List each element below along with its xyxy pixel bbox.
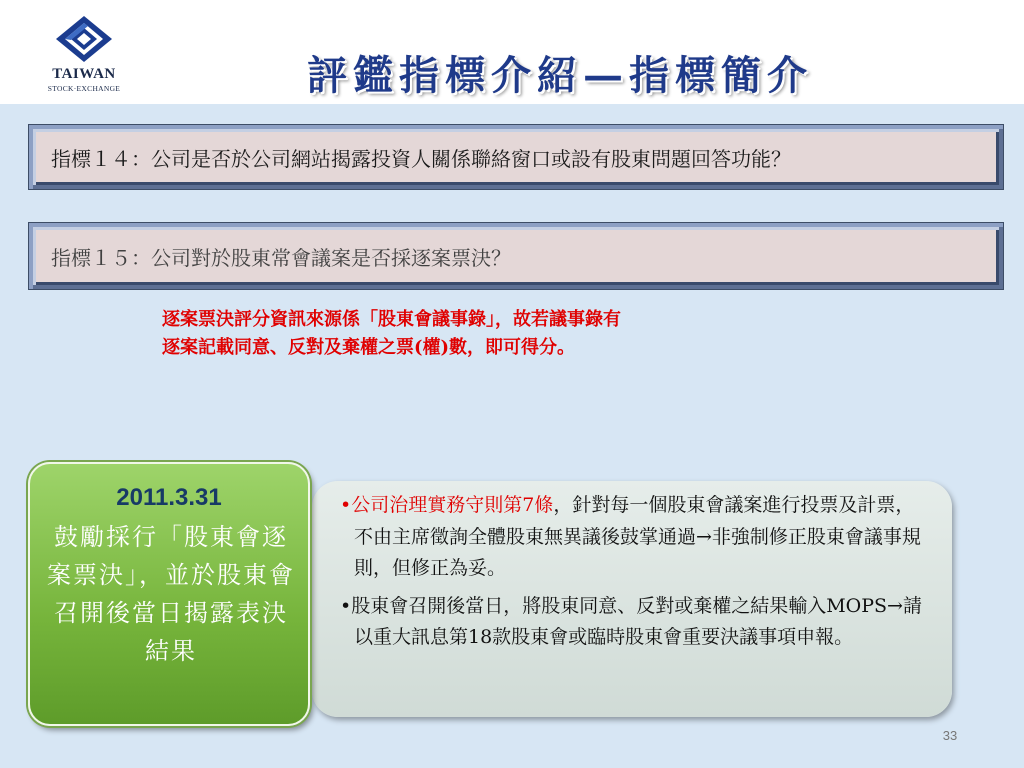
bullet-list bbox=[340, 490, 924, 654]
bullet-text: ，針對每一個股東會議案進行投票及計票，不由主席徵詢全體股東無異議後鼓掌通過→非強制修正股東會議事規則，但修正為妥。 bbox=[354, 494, 921, 579]
bullet-item bbox=[340, 490, 924, 585]
scoring-note-line-1: 逐案票決評分資訊來源係「股東會議事錄」，故若議事錄有 bbox=[162, 309, 621, 330]
twse-logo bbox=[36, 14, 132, 98]
indicator-14-box bbox=[28, 124, 1004, 190]
scoring-note-line-2: 逐案記載同意、反對及棄權之票(權)數，即可得分。 bbox=[162, 337, 576, 358]
indicator-15-box bbox=[28, 222, 1004, 290]
callout-card bbox=[28, 462, 310, 726]
bullet-item bbox=[340, 591, 924, 654]
twse-logo-icon bbox=[52, 14, 116, 64]
logo-subtitle: STOCK·EXCHANGE bbox=[47, 84, 121, 93]
bullet-text: 股東會召開後當日，將股東同意、反對或棄權之結果輸入MOPS→請以重大訊息第18款股東會或臨時股東會重要決議事項申報。 bbox=[351, 594, 922, 648]
indicator-15-text: 指標１５：公司對於股東常會議案是否採逐案票決？ bbox=[51, 245, 511, 270]
bullet-marker: • bbox=[340, 594, 352, 617]
callout-text: 鼓勵採行「股東會逐案票決」，並於股東會召開後當日揭露表決結果 bbox=[47, 523, 295, 665]
bullet-marker: • bbox=[340, 494, 352, 516]
logo-name: TAIWAN bbox=[52, 66, 116, 82]
scoring-note bbox=[162, 306, 862, 362]
slide-title: 評鑑指標介紹—指標簡介 bbox=[307, 52, 813, 99]
callout-date: 2011.3.31 bbox=[116, 484, 222, 511]
indicator-14-text: 指標１４：公司是否於公司網站揭露投資人關係聯絡窗口或設有股東問題回答功能？ bbox=[51, 146, 791, 171]
bullet-highlight: 公司治理實務守則第7條 bbox=[351, 494, 554, 516]
page-number: 33 bbox=[942, 728, 958, 743]
